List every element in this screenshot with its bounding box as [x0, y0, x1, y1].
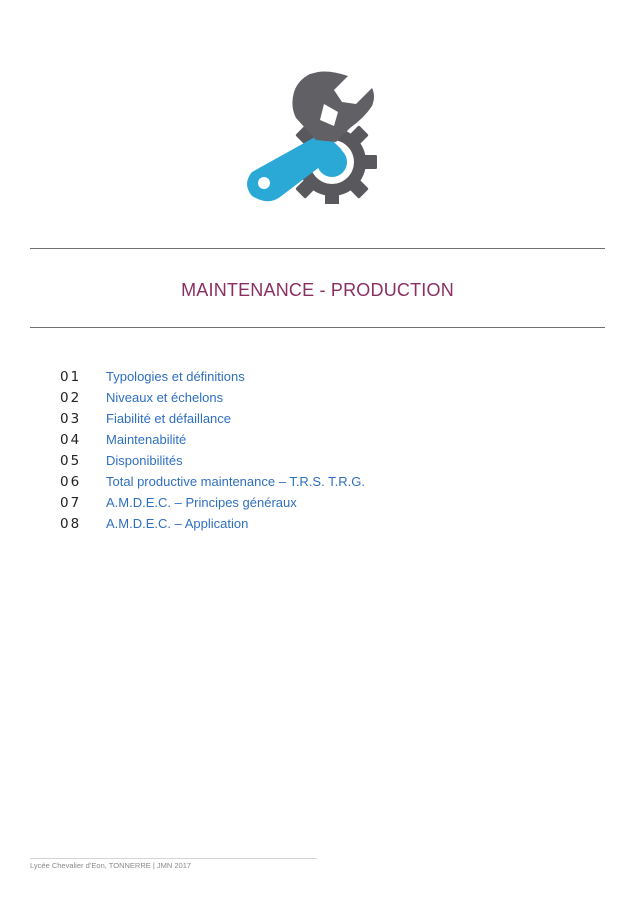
page-footer: Lycée Chevalier d’Eon, TONNERRE | JMN 2017	[30, 861, 192, 870]
toc-number: 02	[60, 390, 82, 406]
toc-item[interactable]	[60, 474, 365, 495]
toc-link[interactable]: Maintenabilité	[106, 432, 187, 447]
toc-number: 08	[60, 516, 82, 532]
toc-link[interactable]: A.M.D.E.C. – Application	[106, 516, 249, 531]
toc-number: 05	[60, 453, 82, 469]
toc-number: 01	[60, 369, 82, 385]
toc-link[interactable]: Fiabilité et défaillance	[106, 411, 232, 426]
toc-number: 03	[60, 411, 82, 427]
toc-link[interactable]: Typologies et définitions	[106, 369, 245, 384]
toc-item[interactable]	[60, 516, 365, 537]
table-of-contents	[60, 369, 365, 537]
toc-item[interactable]	[60, 411, 365, 432]
toc-item[interactable]	[60, 495, 365, 516]
toc-item[interactable]	[60, 453, 365, 474]
top-divider	[30, 248, 605, 249]
toc-link[interactable]: Niveaux et échelons	[106, 390, 224, 405]
page-title: MAINTENANCE - PRODUCTION	[181, 280, 454, 300]
wrench-gear-icon	[238, 70, 380, 204]
toc-number: 07	[60, 495, 82, 511]
toc-item[interactable]	[60, 432, 365, 453]
toc-link[interactable]: Total productive maintenance – T.R.S. T.R.G.	[106, 474, 365, 489]
toc-number: 04	[60, 432, 82, 448]
toc-link[interactable]: A.M.D.E.C. – Principes généraux	[106, 495, 297, 510]
toc-number: 06	[60, 474, 82, 490]
toc-item[interactable]	[60, 390, 365, 411]
toc-item[interactable]	[60, 369, 365, 390]
toc-link[interactable]: Disponibilités	[106, 453, 183, 468]
footer-divider	[30, 858, 317, 859]
bottom-divider	[30, 327, 605, 328]
